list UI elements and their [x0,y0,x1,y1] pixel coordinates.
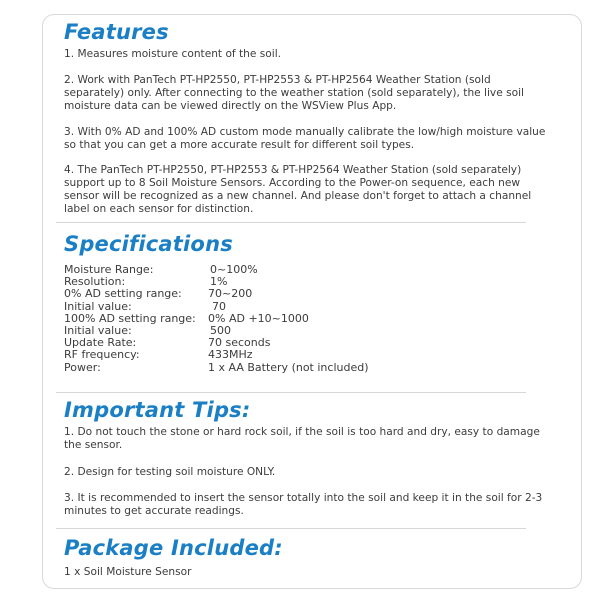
specifications-section [64,232,564,392]
divider-features [56,222,526,223]
spec-row [64,263,554,276]
spec-label: RF frequency: [64,348,140,362]
features-section [64,20,564,215]
divider-tips [56,528,526,529]
package-heading: Package Included: [64,536,283,560]
spec-row [64,361,554,374]
package-section [64,536,564,581]
spec-value: 1% [210,275,228,289]
spec-label: Power: [64,360,101,374]
spec-row [64,324,554,337]
spec-label: Resolution: [64,275,126,289]
divider-specifications [56,392,526,393]
spec-label: Initial value: [64,324,132,337]
spec-value: 70 [212,299,226,313]
tips-item-2: 2. Design for testing soil moisture ONLY. [64,466,276,478]
spec-label: Update Rate: [64,336,137,350]
specifications-heading: Specifications [64,232,233,256]
spec-row [64,287,554,300]
spec-row [64,275,554,288]
spec-value: 70~200 [208,287,253,301]
spec-value: 0% AD +10~1000 [208,311,309,325]
spec-value: 70 seconds [208,336,271,350]
spec-label: Initial value: [64,299,132,313]
spec-row [64,348,554,361]
spec-value: 1 x AA Battery (not included) [208,360,369,374]
features-item-2: 2. Work with PanTech PT-HP2550, PT-HP2553 & PT-HP2564 Weather Station (sold separately) only. After connecting to the weather station (sold separately), the live soil moisture data can be viewed directly on the WSView Plus App. [64,74,524,112]
tips-heading: Important Tips: [64,398,251,422]
spec-row [64,312,554,325]
spec-value: 500 [210,324,231,337]
features-item-1: 1. Measures moisture content of the soil. [64,48,282,60]
spec-value: 0~100% [210,263,258,276]
tips-section [64,398,564,528]
features-heading: Features [64,20,169,44]
spec-value: 433MHz [208,348,253,362]
package-item-1: 1 x Soil Moisture Sensor [64,566,192,578]
spec-row [64,300,554,313]
spec-row [64,336,554,349]
spec-label: 0% AD setting range: [64,287,182,301]
features-item-3: 3. With 0% AD and 100% AD custom mode manually calibrate the low/high moisture value so that you can get a more accurate result for different soil types. [64,126,546,151]
spec-label: 100% AD setting range: [64,311,196,325]
tips-item-3: 3. It is recommended to insert the sensor totally into the soil and keep it in the soil for 2-3 minutes to get accurate readings. [64,492,543,517]
features-item-4: 4. The PanTech PT-HP2550, PT-HP2553 & PT-HP2564 Weather Station (sold separately) support up to 8 Soil Moisture Sensors. According to the Power-on sequence, each new sensor will be recognized as a new channel. And please don't forget to attach a channel label on each sensor for distinction. [64,164,532,215]
tips-item-1: 1. Do not touch the stone or hard rock soil, if the soil is too hard and dry, easy to damage the sensor. [64,426,540,451]
spec-label: Moisture Range: [64,263,154,276]
